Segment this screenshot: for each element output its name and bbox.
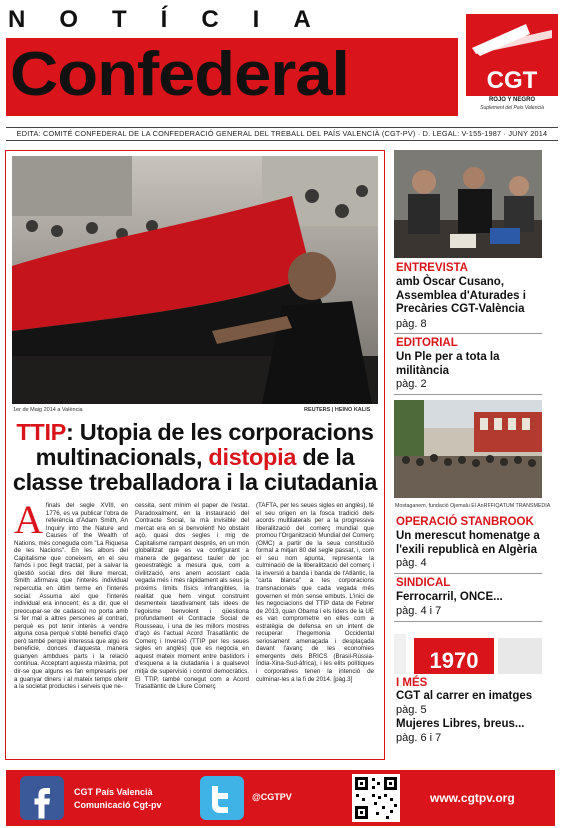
imatges-photo — [394, 634, 542, 674]
sidebar-page-sindical: pàg. 4 i 7 — [396, 605, 442, 617]
logo-subtitle-2: Suplement del País Valencià — [480, 105, 544, 111]
sidebar-divider — [394, 573, 542, 574]
headline-distopia: distopia — [208, 444, 297, 470]
facebook-icon[interactable] — [20, 776, 64, 820]
sidebar-label-imes: I MÉS — [396, 677, 428, 689]
sidebar-divider — [394, 333, 542, 334]
sidebar-page-stanbrook: pàg. 4 — [396, 557, 427, 569]
headline-ttip: TTIP — [16, 419, 67, 445]
stanbrook-photo — [394, 400, 542, 498]
twitter-handle[interactable]: @CGTPV — [252, 792, 292, 802]
publisher-line: EDITA: COMITÉ CONFEDERAL DE LA CONFEDERACIÓ GENERAL DEL TREBALL DEL PAÍS VALENCIÀ (CGT-PV) · D. LEGAL: V-155-1987 · JUNY 2014 — [6, 127, 558, 141]
sidebar-label-sindical: SINDICAL — [396, 577, 451, 589]
sidebar-page-imes-2: pàg. 6 i 7 — [396, 732, 442, 744]
website-link[interactable]: www.cgtpv.org — [430, 791, 515, 805]
main-headline — [12, 420, 378, 495]
sidebar-text-sindical: Ferrocarril, ONCE... — [396, 591, 503, 603]
interview-photo — [394, 150, 542, 258]
twitter-icon[interactable] — [200, 776, 244, 820]
sidebar-text-stanbrook: Un merescut homenatge a l'exili republicà en Algèria — [396, 530, 540, 556]
masthead-title: Confederal — [10, 40, 349, 109]
main-photo — [12, 156, 378, 404]
photo-credit: REUTERS | HEINO KALIS — [304, 407, 371, 413]
masthead-kicker: NOTÍCIA — [8, 6, 345, 33]
sidebar-divider — [394, 621, 542, 622]
headline-part1: : Utopia de les corporacions multinacionals, — [35, 419, 374, 470]
sidebar-label-entrevista: ENTREVISTA — [396, 262, 468, 274]
sidebar-page-imes-1: pàg. 5 — [396, 704, 427, 716]
sidebar-label-stanbrook: OPERACIÓ STANBROOK — [396, 516, 534, 528]
sidebar-text-editorial: Un Ple per a tota la militància — [396, 351, 500, 377]
sidebar-text-imes-2: Mujeres Libres, breus... — [396, 718, 525, 730]
article-column-1 — [14, 497, 128, 691]
imatges-photo-year: 1970 — [429, 648, 479, 673]
drop-cap: A — [14, 497, 43, 542]
cgt-logo — [466, 14, 558, 96]
qr-code-icon[interactable] — [352, 774, 400, 822]
article-column-2: cessita, sent mínim el paper de l'estat. Paradoxalment, en la instauració del Contracte Social, la mà invisible del mercat era en si benvolent! No obstant açò, quasi dos segles i mig de Capitalisme rampant després, en un món globalitzat que es va configurant a manera de gegantesc tauler de joc geoestratègic a mesura que, com a civilització, ens anem acostant cada vegada més i més ràpidament als seus ja pròxims límits físics infrangibles, la realitat que hem vingut construint desmenteix taxativament tals idees de l'egoisme benvolent i qüestiona profundament el Contracte Social de Rousseau, i una de les millors mostres d'açò és l'actual Acord Trasatlàntic de Comerç i Inversió (TTIP per les seues sigles en anglès) que es negocia en aquest mateix moment entre bastidors i d'esquena a la ciutadania i a qualsevol mitjà de supervisió i control democràtics. El TTIP, també conegut com a Acord Trasatlàntic de Lliure Comerç — [135, 502, 249, 691]
facebook-page[interactable]: Comunicació Cgt-pv — [74, 800, 162, 810]
facebook-name[interactable]: CGT País Valencià — [74, 787, 153, 797]
sidebar-text-imes-1: CGT al carrer en imatges — [396, 690, 533, 702]
cgt-logo-text: CGT — [486, 67, 538, 94]
headline-part2: de la classe treballadora i la ciutadania — [12, 444, 378, 495]
article-col1-text: finals del segle XVIII, en 1776, es va publicar l'obra de referència d'Adam Smith, An Inquiry into the Nature and Causes of the Wealth of Nations, més coneguda com "La Riquesa de les Nacions". En les albors del Capitalisme que coneixem, en el seu famós i poc llegit tractat, per a salvar la qüestió social dins del lliure mercat, Smith afirmava que l'interès individual repercutia en últim terme en l'interès social. Assuma així que l'interès individual era innocent; és a dir, que el preocupar-se de cadascú no porta amb si fer mal a altres persones al contrari, perquè es pot tenir interès a vendre alguna cosa perquè s'obté benefici d'açò però també perquè interessa que algú es beneficie, donces d'aquesta manera guanyen ambdues parts i la relació continua. Acceptant aquesta màxima, pot dir-se que alguns es fan empresaris per a guanyar diners i al mateix temps oferir a la societat productes i serveis que ne- — [14, 502, 128, 691]
stanbrook-photo-caption: Mostaganem, fundació Ojemalu El AnRFFIQATUM TRANSMEDIA — [395, 503, 551, 509]
sidebar-page-entrevista: pàg. 8 — [396, 318, 427, 330]
sidebar-text-entrevista: amb Òscar Cusano, Assemblea d'Aturades i Precàries CGT-València — [396, 276, 526, 315]
photo-caption: 1er de Maig 2014 a València — [13, 407, 83, 413]
sidebar-page-editorial: pàg. 2 — [396, 378, 427, 390]
logo-subtitle: ROJO Y NEGRO — [488, 97, 536, 103]
sidebar-divider — [394, 394, 542, 395]
sidebar-label-editorial: EDITORIAL — [396, 337, 458, 349]
article-column-3: (TAFTA, per les seues sigles en anglès), té el seu origen en la fosca tradició dels acords multilaterals per a la progressiva liberalització del comerç mundial que promou l'Organització Mundial del Comerç (OMC) a partir de la seua constitució formal a mitjan 80 del segle passat, i, com el seu nom apunta, representa la culminació de la liberalització del comerç i la inversió a banda i banda de l'Atlàntic, la "carta blanca" a les corporacions transnacionals que cada vegada més governen el món sense embuts. L'inici de les negociacions del TTIP data de Febrer de 2013, quan Obama i els líders de la UE es van comprometre en elles com a estratègia de defensa en un intent de recuperar l'hegemonia Occidental seriosament amenaçada i desplaçada davant l'avanç de les economies emergents dels BRICS (Brasil-Rússia-Índia-Xina-Sud-àfrica), i les elits polítiques i corporatives tenen la intenció de culminar-les a la fi de 2014. [pàg.3] — [256, 502, 374, 683]
